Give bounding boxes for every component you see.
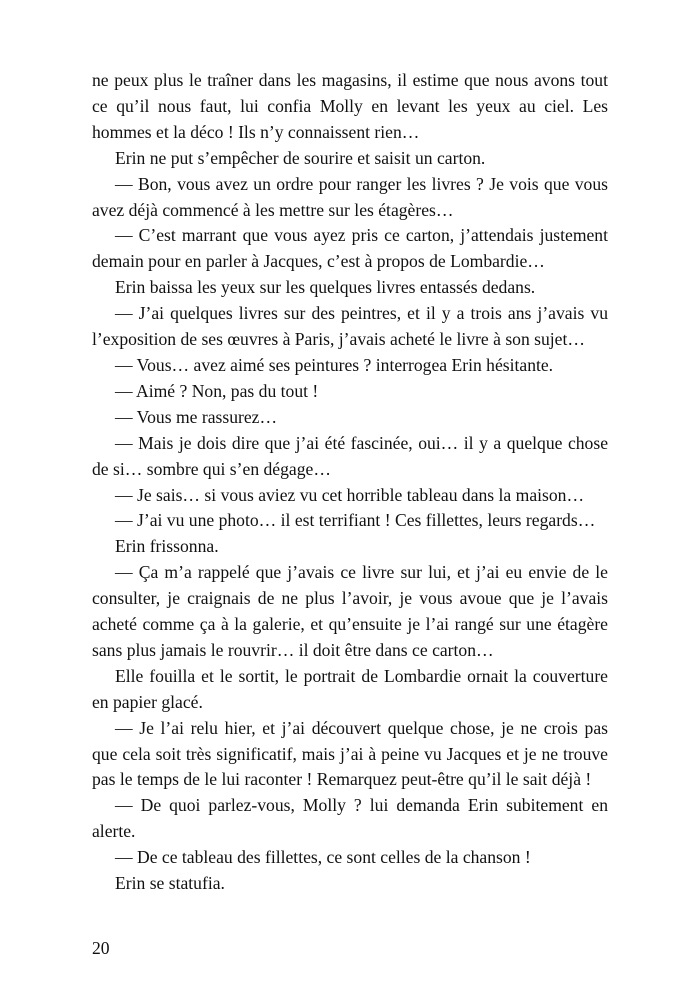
paragraph: ne peux plus le traîner dans les magasins, il estime que nous avons tout ce qu’il nous faut, lui confia Molly en levant les yeux au ciel. Les hommes et la déco ! Ils n’y connaissent rien… <box>92 70 608 142</box>
paragraph: — Ça m’a rappelé que j’avais ce livre sur lui, et j’ai eu envie de le consulter, je craignais de ne plus l’avoir, je vous avoue que je l’avais acheté comme ça à la galerie, et qu’ensuite je l’ai rangé sur une étagère sans plus jamais le rouvrir… il doit être dans ce carton… <box>92 562 608 660</box>
paragraph: — Mais je dois dire que j’ai été fascinée, oui… il y a quelque chose de si… sombre qui s’en dégage… <box>92 432 608 479</box>
paragraph: Elle fouilla et le sortit, le portrait de Lombardie ornait la couverture en papier glacé. <box>92 665 608 712</box>
paragraph: — Aimé ? Non, pas du tout ! <box>115 380 319 401</box>
paragraph: — C’est marrant que vous ayez pris ce carton, j’attendais justement demain pour en parler à Jacques, c’est à propos de Lombardie… <box>92 225 608 272</box>
paragraph: — Je sais… si vous aviez vu cet horrible tableau dans la maison… <box>115 484 585 505</box>
paragraph: — Vous… avez aimé ses peintures ? interrogea Erin hésitante. <box>115 354 554 375</box>
paragraph: Erin frissonna. <box>115 536 219 557</box>
paragraph: — J’ai quelques livres sur des peintres, et il y a trois ans j’avais vu l’exposition de ses œuvres à Paris, j’avais acheté le livre à son sujet… <box>92 303 608 350</box>
paragraph: Erin se statufia. <box>115 873 225 894</box>
paragraph: — Je l’ai relu hier, et j’ai découvert quelque chose, je ne crois pas que cela soit très significatif, mais j’ai à peine vu Jacques et je ne trouve pas le temps de le lui raconter ! Remarquez peut-être qu’il le sait déjà ! <box>92 717 608 790</box>
paragraph: — De quoi parlez-vous, Molly ? lui demanda Erin subitement en alerte. <box>92 795 608 842</box>
paragraph: — Vous me rassurez… <box>115 406 278 427</box>
paragraph: — De ce tableau des fillettes, ce sont celles de la chanson ! <box>115 847 531 868</box>
page-number: 20 <box>92 938 110 958</box>
paragraph: — Bon, vous avez un ordre pour ranger les livres ? Je vois que vous avez déjà commencé à les mettre sur les étagères… <box>92 173 608 220</box>
paragraph: — J’ai vu une photo… il est terrifiant ! Ces fillettes, leurs regards… <box>115 510 596 531</box>
page-body <box>92 68 608 897</box>
paragraph: Erin ne put s’empêcher de sourire et saisit un carton. <box>115 147 486 168</box>
paragraph: Erin baissa les yeux sur les quelques livres entassés dedans. <box>115 277 536 298</box>
